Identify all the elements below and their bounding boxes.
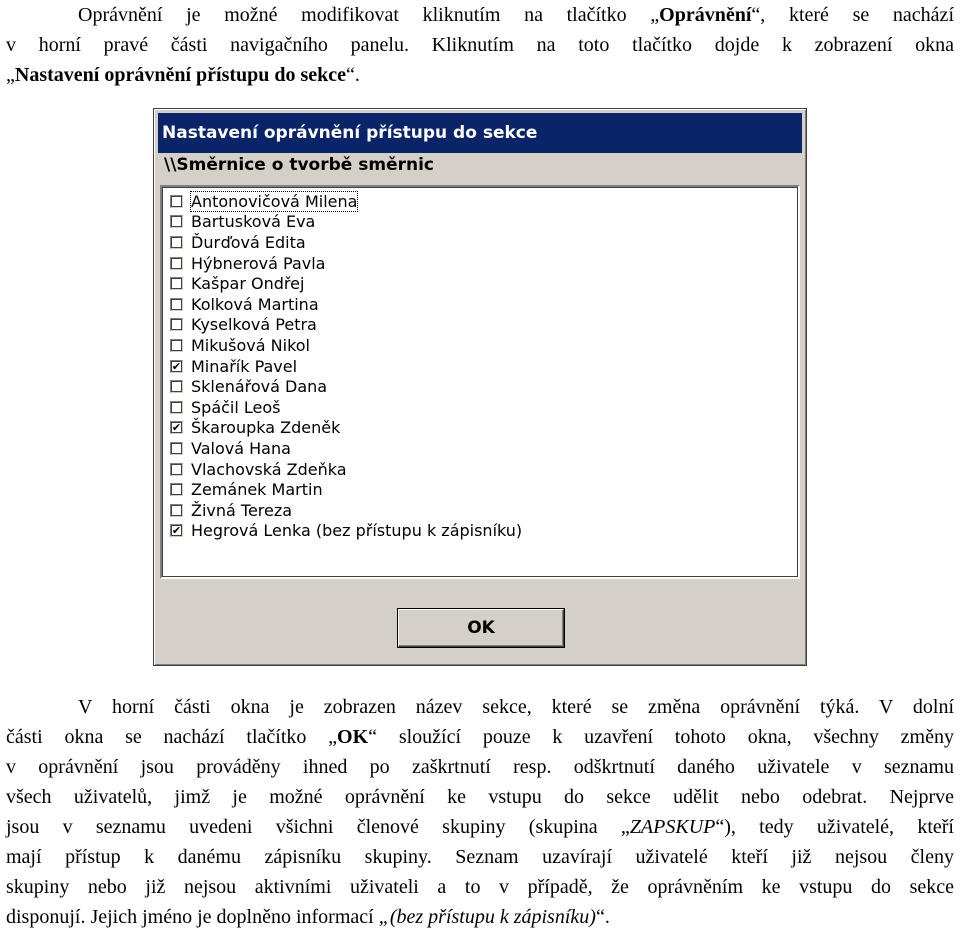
user-listbox[interactable]	[160, 185, 800, 579]
user-name: Mikušová Nikol	[191, 335, 310, 355]
user-name: Hýbnerová Pavla	[191, 253, 326, 273]
user-list	[168, 191, 522, 541]
user-name: Bartusková Eva	[191, 212, 316, 232]
user-name: Kyselková Petra	[191, 315, 317, 335]
user-list-item[interactable]	[168, 500, 522, 521]
check-mark-icon: ✔	[171, 421, 182, 435]
dialog-title-bar: Nastavení oprávnění přístupu do sekce	[158, 113, 802, 153]
user-name: Sklenářová Dana	[191, 377, 328, 397]
group-name-ref: ZAPSKUP	[629, 816, 716, 838]
user-name: Antonovičová Milena	[191, 191, 358, 211]
intro-paragraph	[6, 0, 954, 90]
user-name: Ďurďová Edita	[191, 232, 306, 252]
user-checkbox[interactable]	[170, 195, 183, 208]
description-paragraph	[6, 692, 954, 932]
user-name: Valová Hana	[191, 438, 291, 458]
user-name: Kolková Martina	[191, 294, 319, 314]
permissions-button-ref: Oprávnění	[659, 4, 752, 26]
user-checkbox[interactable]	[170, 257, 183, 270]
user-list-item[interactable]	[168, 335, 522, 356]
section-name: \\Směrnice o tvorbě směrnic	[164, 155, 434, 175]
user-checkbox[interactable]	[170, 318, 183, 331]
intro-line-2: v horní pravé části navigačního panelu. Kliknutím na toto tlačítko dojde k zobrazení okna	[6, 34, 954, 56]
user-list-item[interactable]	[168, 253, 522, 274]
user-checkbox[interactable]	[170, 421, 183, 434]
body-line-8: disponují. Jejich jméno je doplněno informací „(bez přístupu k zápisníku)“.	[6, 906, 610, 928]
no-access-note-ref: „(bez přístupu k zápisníku)	[378, 906, 596, 928]
user-checkbox[interactable]	[170, 380, 183, 393]
ok-button-ref: OK	[337, 726, 369, 748]
user-checkbox[interactable]	[170, 339, 183, 352]
body-line-5: jsou v seznamu uvedeni všichni členové skupiny (skupina „ZAPSKUP“), tedy uživatelé, kteří	[6, 816, 954, 838]
permissions-dialog	[153, 108, 807, 666]
ok-button[interactable]: OK	[398, 609, 564, 647]
body-line-1: V horní části okna je zobrazen název sekce, které se změna oprávnění týká. V dolní	[78, 696, 954, 718]
body-line-7: skupiny nebo již nejsou aktivními uživateli a to v případě, že oprávněním ke vstupu do sekce	[6, 876, 954, 898]
user-name: Spáčil Leoš	[191, 397, 281, 417]
user-list-item[interactable]	[168, 191, 522, 212]
dialog-name-ref: Nastavení oprávnění přístupu do sekce	[14, 64, 347, 86]
user-list-item[interactable]	[168, 212, 522, 233]
user-list-item[interactable]	[168, 294, 522, 315]
user-checkbox[interactable]	[170, 277, 183, 290]
user-checkbox[interactable]	[170, 236, 183, 249]
user-name: Minařík Pavel	[191, 356, 298, 376]
user-list-item[interactable]	[168, 356, 522, 377]
user-list-item[interactable]	[168, 315, 522, 336]
user-list-item[interactable]	[168, 376, 522, 397]
user-name: Živná Tereza	[191, 500, 293, 520]
user-list-item[interactable]	[168, 397, 522, 418]
check-mark-icon: ✔	[171, 359, 182, 373]
user-list-item[interactable]	[168, 438, 522, 459]
user-checkbox[interactable]	[170, 401, 183, 414]
user-checkbox[interactable]	[170, 215, 183, 228]
user-name: Vlachovská Zdeňka	[191, 459, 347, 479]
user-checkbox[interactable]	[170, 442, 183, 455]
body-line-3: v oprávnění jsou prováděny ihned po zaškrtnutí resp. odškrtnutí daného uživatele v seznamu	[6, 756, 954, 778]
user-list-item[interactable]	[168, 273, 522, 294]
user-name: Kašpar Ondřej	[191, 274, 305, 294]
user-checkbox[interactable]	[170, 504, 183, 517]
user-list-item[interactable]	[168, 521, 522, 542]
user-name: Škaroupka Zdeněk	[191, 418, 341, 438]
user-name: Hegrová Lenka (bez přístupu k zápisníku)	[191, 521, 523, 541]
intro-line-1: Oprávnění je možné modifikovat kliknutím na tlačítko „Oprávnění“, které se nachází	[78, 4, 954, 26]
user-list-item[interactable]	[168, 479, 522, 500]
body-line-4: všech uživatelů, jimž je možné oprávnění ke vstupu do sekce udělit nebo odebrat. Nejprve	[6, 786, 954, 808]
body-line-2: části okna se nachází tlačítko „OK“ sloužící pouze k uzavření tohoto okna, všechny změny	[6, 726, 954, 748]
user-checkbox[interactable]	[170, 360, 183, 373]
user-checkbox[interactable]	[170, 463, 183, 476]
intro-line-3: „Nastavení oprávnění přístupu do sekce“.	[6, 64, 360, 86]
user-name: Zemánek Martin	[191, 480, 323, 500]
user-list-item[interactable]	[168, 418, 522, 439]
user-checkbox[interactable]	[170, 483, 183, 496]
user-list-item[interactable]	[168, 232, 522, 253]
check-mark-icon: ✔	[171, 524, 182, 538]
user-checkbox[interactable]	[170, 524, 183, 537]
body-line-6: mají přístup k danému zápisníku skupiny. Seznam uzavírají uživatelé kteří již nejsou členy	[6, 846, 954, 868]
user-checkbox[interactable]	[170, 298, 183, 311]
user-list-item[interactable]	[168, 459, 522, 480]
